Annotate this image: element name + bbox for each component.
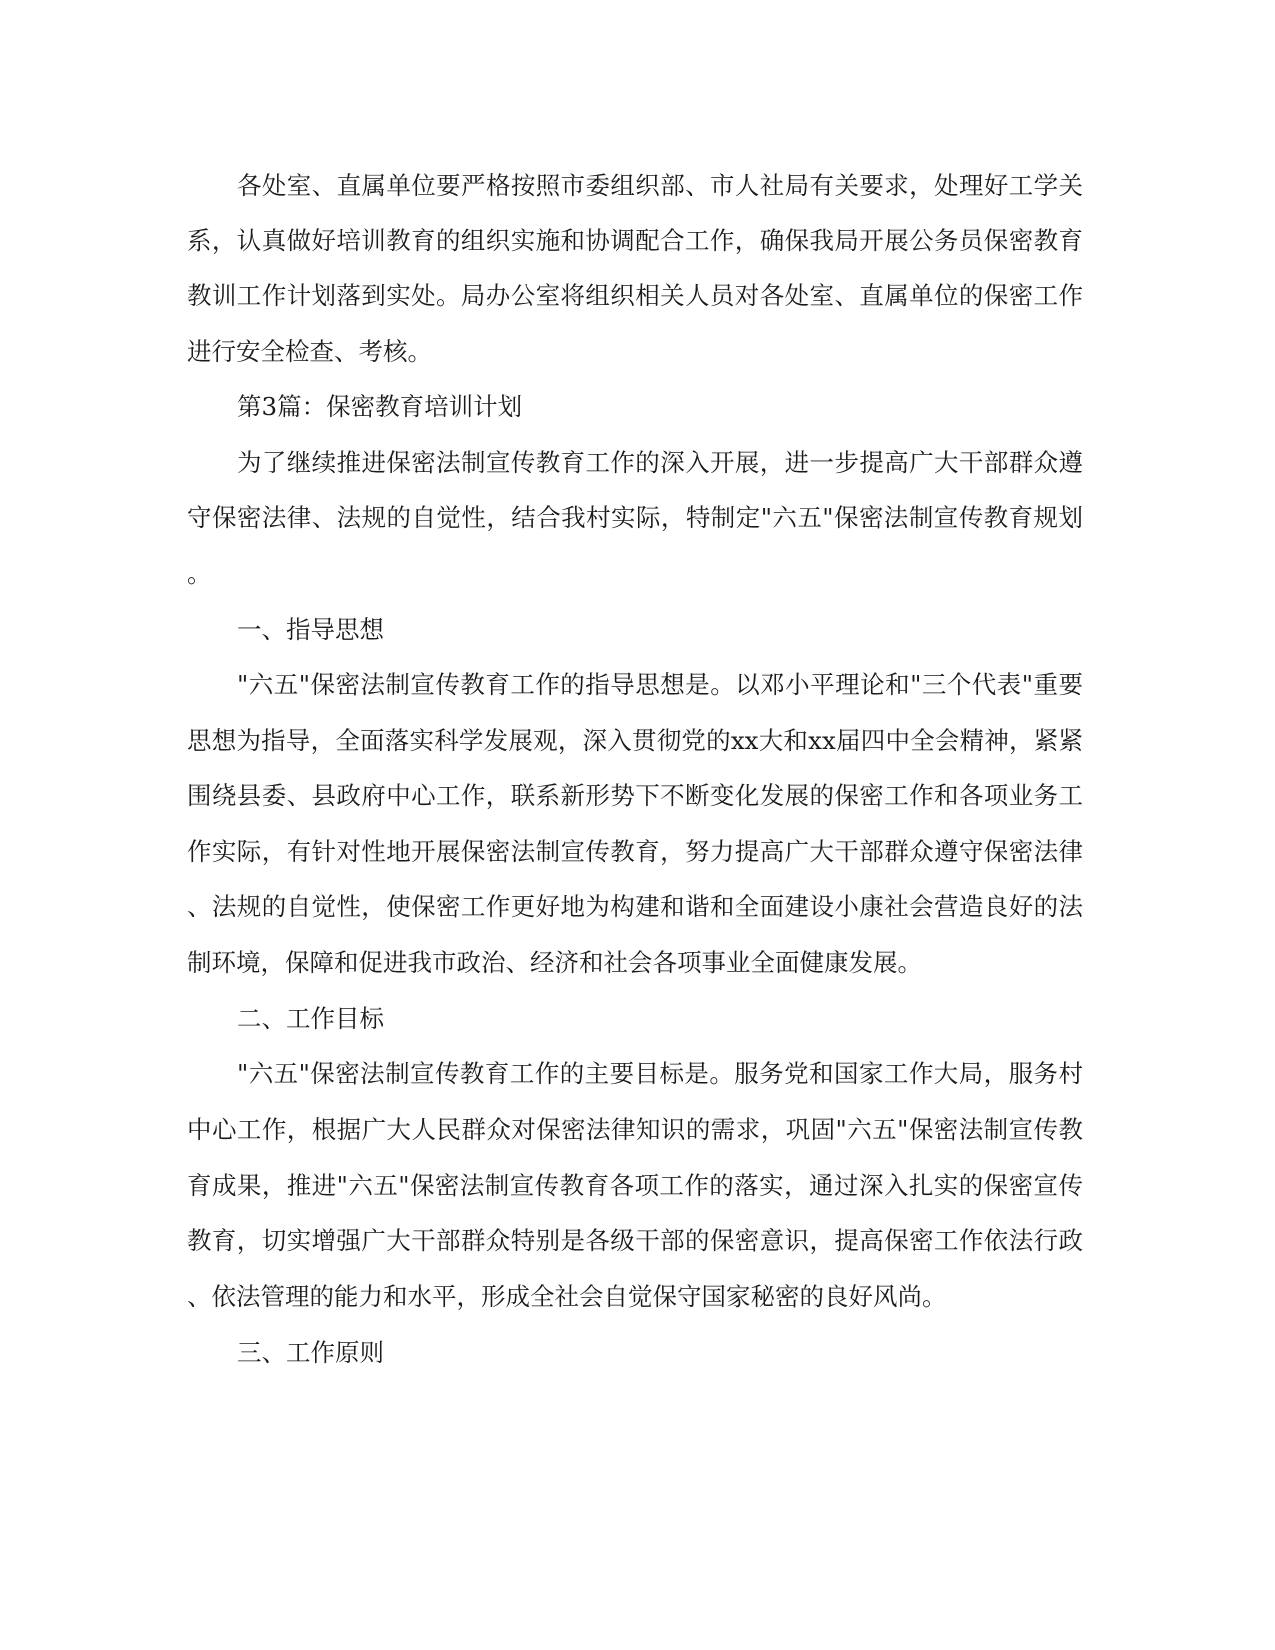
paragraph-line: 各处室、直属单位要严格按照市委组织部、市人社局有关要求，处理好工学关 [237, 171, 1083, 200]
paragraph-line: 守保密法律、法规的自觉性，结合我村实际，特制定"六五"保密法制宣传教育规划 [187, 503, 1083, 532]
paragraph-line: 教训工作计划落到实处。局办公室将组织相关人员对各处室、直属单位的保密工作 [187, 281, 1083, 310]
paragraph-line: 育成果，推进"六五"保密法制宣传教育各项工作的落实，通过深入扎实的保密宣传 [187, 1171, 1083, 1200]
paragraph-line: 作实际，有针对性地开展保密法制宣传教育，努力提高广大干部群众遵守保密法律 [187, 837, 1083, 866]
paragraph-line: 教育，切实增强广大干部群众特别是各级干部的保密意识，提高保密工作依法行政 [187, 1226, 1083, 1255]
paragraph-line: 。 [187, 559, 212, 588]
section-title: 第3篇：保密教育培训计划 [237, 392, 523, 421]
paragraph-line: 系，认真做好培训教育的组织实施和协调配合工作，确保我局开展公务员保密教育 [187, 226, 1083, 255]
paragraph-line: 进行安全检查、考核。 [187, 337, 432, 366]
paragraph-line: 中心工作，根据广大人民群众对保密法律知识的需求，巩固"六五"保密法制宣传教 [187, 1115, 1083, 1144]
paragraph-line: "六五"保密法制宣传教育工作的指导思想是。以邓小平理论和"三个代表"重要 [237, 670, 1083, 699]
paragraph-line: 、法规的自觉性，使保密工作更好地为构建和谐和全面建设小康社会营造良好的法 [187, 892, 1083, 921]
paragraph-line: 制环境，保障和促进我市政治、经济和社会各项事业全面健康发展。 [187, 948, 922, 977]
paragraph-line: 、依法管理的能力和水平，形成全社会自觉保守国家秘密的良好风尚。 [187, 1282, 947, 1311]
paragraph-line: 思想为指导，全面落实科学发展观，深入贯彻党的xx大和xx届四中全会精神，紧紧 [187, 726, 1083, 755]
paragraph-line: 为了继续推进保密法制宣传教育工作的深入开展，进一步提高广大干部群众遵 [237, 448, 1083, 477]
section-heading: 一、指导思想 [237, 615, 384, 644]
paragraph-line: "六五"保密法制宣传教育工作的主要目标是。服务党和国家工作大局，服务村 [237, 1059, 1083, 1088]
section-heading: 三、工作原则 [237, 1338, 384, 1367]
section-heading: 二、工作目标 [237, 1004, 384, 1033]
paragraph-line: 围绕县委、县政府中心工作，联系新形势下不断变化发展的保密工作和各项业务工 [187, 781, 1083, 810]
